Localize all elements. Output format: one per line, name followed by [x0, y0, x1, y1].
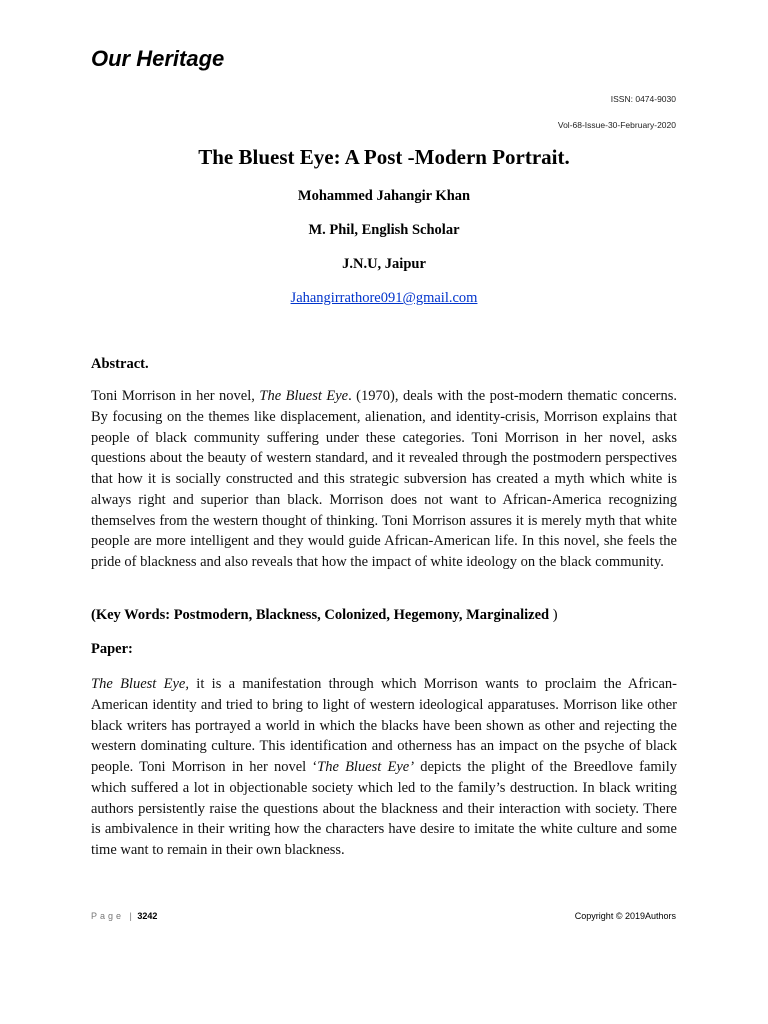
paper-text-1: it is a manifestation through which Morrison wants to proclaim the African-American identity and tried to bring to light of western ideological apparatuses. Morrison like other black writers has portrayed a world in which the blacks have been shown as other and rejecting the western dominating culture. This identification and otherness has an impact on the psyche of black people. Toni Morrison in her novel ‘ — [91, 676, 677, 775]
volume-label: Vol-68-Issue-30-February-2020 — [557, 120, 676, 130]
keywords-text: (Key Words: Postmodern, Blackness, Colonized, Hegemony, Marginalized — [91, 607, 553, 623]
page-number: 3242 — [137, 911, 158, 921]
page-label: Page — [91, 911, 125, 921]
author-email-link[interactable]: Jahangirrathore091@gmail.com — [290, 290, 478, 306]
abstract-text-2: . (1970), deals with the post-modern thematic concerns. By focusing on the themes like displacement, alienation, and identity-crisis, Morrison explains that people of black community suffering under these categories. Toni Morrison in her novel, asks questions about the beauty of western standard, and it revealed through the postmodern perspectives that how it is socially constructed and this strategic subversion has created a myth which white is always right and superior than black. Morrison does not want to African-America recognizing themselves from the western thought of thinking. Toni Morrison assures it is merely myth that white people are more intelligent and they would guide African-American life. In this novel, she feels the pride of blackness and also reveals that how the impact of white ideology on the black community. — [91, 388, 677, 570]
abstract-paragraph — [91, 386, 677, 573]
journal-name: Our Heritage — [91, 46, 225, 71]
keywords-close-paren: ) — [552, 607, 558, 623]
article-title: The Bluest Eye: A Post -Modern Portrait. — [198, 145, 570, 169]
author-name: Mohammed Jahangir Khan — [297, 188, 471, 204]
keywords-line — [91, 607, 558, 624]
paper-novel-title-2: The Bluest Eye’ — [317, 759, 415, 775]
paper-text-2: depicts the plight of the Breedlove family which suffered a lot in objectionable society which led to the family’s destruction. In black writing authors persistently raise the questions about the blackness and their interaction with society. There is ambivalence in their writing how the characters have desire to imitate the white culture and some time want to remain in their own blackness. — [91, 759, 677, 858]
author-degree: M. Phil, English Scholar — [308, 222, 460, 238]
abstract-novel-title: The Bluest Eye — [259, 388, 349, 404]
paper-heading: Paper: — [91, 641, 133, 657]
author-email-line — [0, 290, 768, 307]
paper-novel-title-1: The Bluest Eye, — [91, 676, 189, 692]
author-institution: J.N.U, Jaipur — [342, 256, 426, 272]
page-footer — [91, 911, 157, 921]
issn-label: ISSN: 0474-9030 — [610, 94, 676, 104]
copyright-notice: Copyright © 2019Authors — [574, 911, 676, 921]
page-separator: | — [129, 911, 132, 921]
paper-paragraph — [91, 674, 677, 861]
abstract-text-1: Toni Morrison in her novel, — [91, 388, 260, 404]
abstract-heading: Abstract. — [91, 356, 149, 372]
